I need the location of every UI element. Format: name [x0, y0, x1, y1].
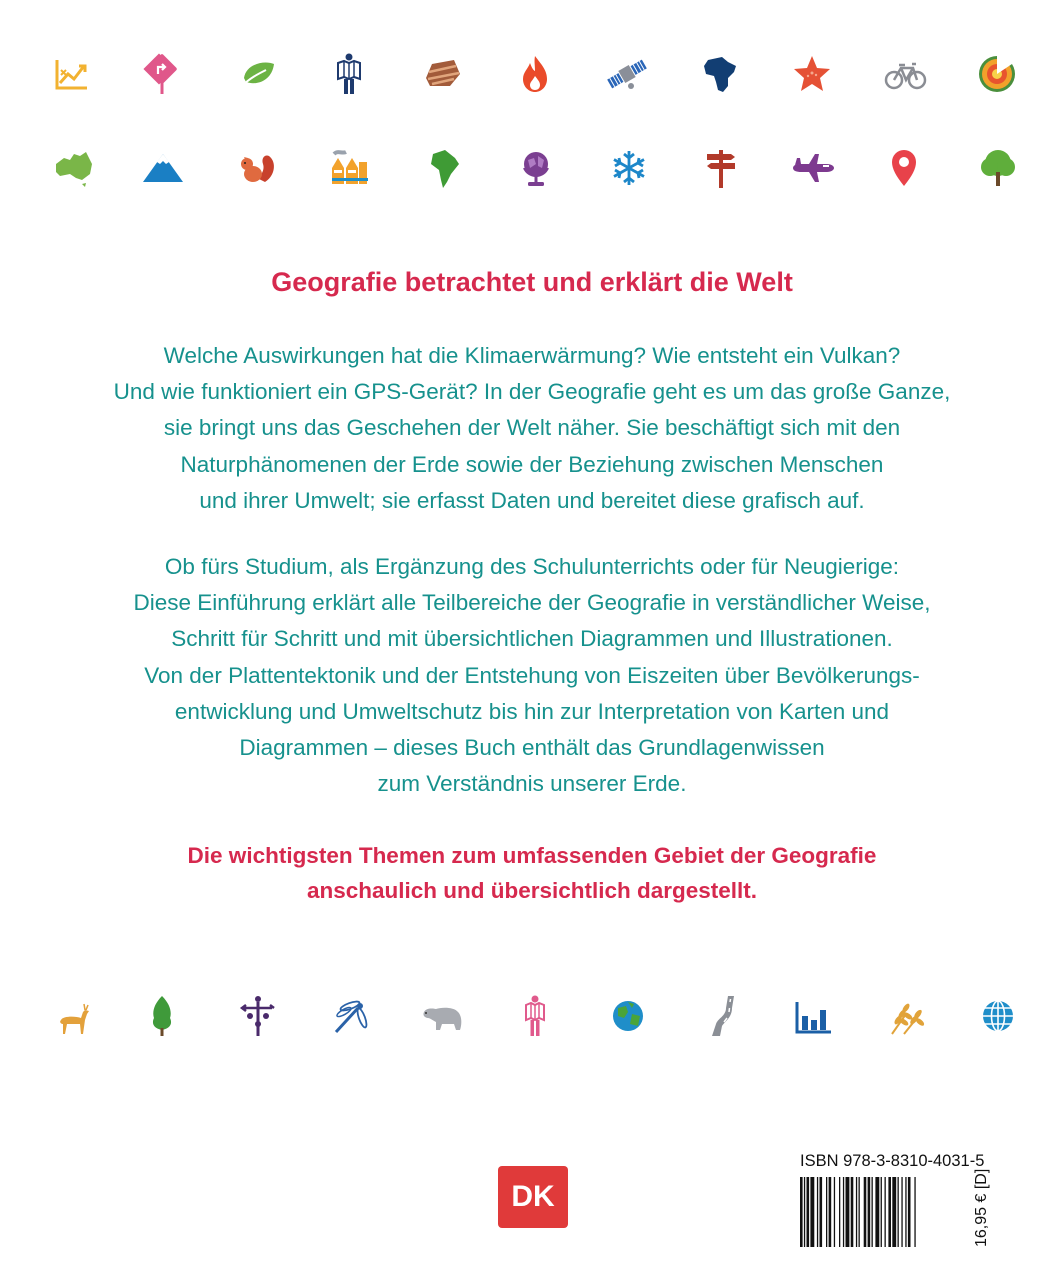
weather-vane-icon — [236, 994, 280, 1038]
earth-icon — [606, 994, 650, 1038]
closing-statement — [40, 838, 1024, 908]
publisher-logo-text: DK — [511, 1180, 555, 1213]
road-sign-icon — [140, 52, 184, 96]
barcode — [800, 1177, 970, 1247]
isbn-number: ISBN 978-3-8310-4031-5 — [800, 1152, 985, 1170]
text-line: Die wichtigsten Themen zum umfassenden Gebiet der Geografie — [187, 843, 877, 868]
conifer-tree-icon — [140, 994, 184, 1038]
airplane-icon — [791, 146, 835, 190]
price-label: 16,95 € [D] — [973, 1168, 990, 1247]
australia-map-icon — [52, 146, 96, 190]
bottom-icon-row — [0, 986, 1064, 1046]
intro-paragraph — [40, 338, 1024, 519]
satellite-icon — [605, 52, 649, 96]
deer-icon — [49, 994, 93, 1038]
person-with-map-icon — [513, 994, 557, 1038]
location-pin-icon — [882, 146, 926, 190]
factory-icon — [328, 146, 372, 190]
globe-icon — [514, 146, 558, 190]
headline: Geografie betrachtet und erklärt die Welt — [271, 267, 793, 297]
bicycle-icon — [883, 52, 927, 96]
text-line: Schritt für Schritt und mit übersichtlichen Diagrammen und Illustrationen. — [171, 626, 893, 652]
rock-strata-icon — [420, 52, 464, 96]
top-icon-row — [0, 44, 1064, 104]
snowflake-icon — [607, 146, 651, 190]
fire-icon — [513, 52, 557, 96]
signpost-icon — [699, 146, 743, 190]
text-line: anschaulich und übersichtlich dargestellt. — [306, 878, 758, 903]
text-line: Naturphänomenen der Erde sowie der Beziehung zwischen Menschen — [180, 451, 884, 477]
polar-bear-icon — [420, 994, 464, 1038]
road-icon — [698, 994, 742, 1038]
description-paragraph — [40, 549, 1024, 802]
africa-map-icon — [698, 52, 742, 96]
text-line: Diese Einführung erklärt alle Teilbereiche der Geografie in verständlicher Weise, — [133, 590, 931, 616]
text-line: zum Verständnis unserer Erde. — [377, 771, 687, 797]
tree-icon — [976, 146, 1020, 190]
text-line: Ob fürs Studium, als Ergänzung des Schulunterrichts oder für Neugierige: — [164, 554, 900, 579]
text-line: Und wie funktioniert ein GPS-Gerät? In der Geografie geht es um das große Ganze, — [113, 379, 951, 405]
person-with-map-icon — [327, 52, 371, 96]
text-line: Diagrammen – dieses Buch enthält das Grundlagenwissen — [239, 735, 825, 761]
second-icon-row — [0, 138, 1064, 198]
publisher-logo — [498, 1166, 568, 1228]
growth-chart-icon — [49, 52, 93, 96]
squirrel-icon — [235, 146, 279, 190]
text-line: und ihrer Umwelt; sie erfasst Daten und bereitet diese grafisch auf. — [199, 487, 865, 513]
text-line: entwicklung und Umweltschutz bis hin zur Interpretation von Karten und — [174, 698, 890, 724]
text-line: Welche Auswirkungen hat die Klimaerwärmung? Wie entsteht ein Vulkan? — [163, 343, 901, 368]
south-america-map-icon — [421, 146, 465, 190]
world-globe-icon — [976, 994, 1020, 1038]
dragonfly-icon — [328, 994, 372, 1038]
mountain-icon — [141, 146, 185, 190]
bar-chart-icon — [791, 994, 835, 1038]
wheat-icon — [884, 994, 928, 1038]
text-line: sie bringt uns das Geschehen der Welt näher. Sie beschäftigt sich mit den — [163, 415, 901, 441]
earth-layers-icon — [975, 52, 1019, 96]
starfish-icon — [790, 52, 834, 96]
text-line: Von der Plattentektonik und der Entstehung von Eiszeiten über Bevölkerungs- — [144, 662, 920, 688]
leaf-icon — [236, 52, 280, 96]
